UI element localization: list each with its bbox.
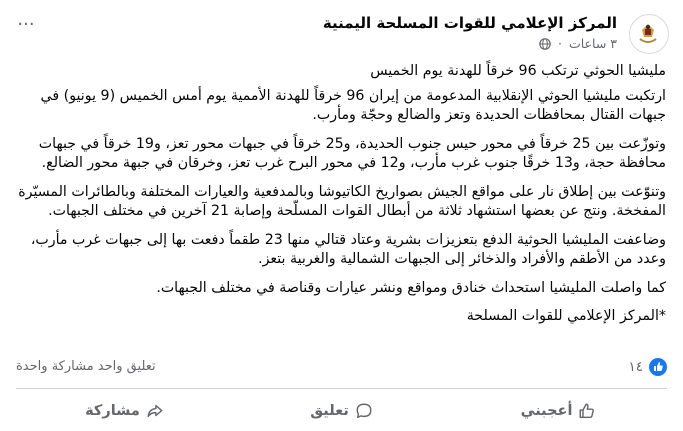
like-button[interactable] [450,394,667,428]
post-paragraph: وتوزّعت بين 25 خرقاً في محور حيس جنوب الحديدة، و25 خرقاً في جبهات محور تعز، و19 خرقاً في جبهات محافظة حجة، و13 خرقًا جنوب غرب مأرب، و12 في محور البرح غرب تعز، وخرقان في جبهة محور الضالع. [38,135,666,171]
like-reaction-icon[interactable] [649,358,667,376]
comment-label: تعليق [310,403,349,419]
thumbs-up-icon [578,402,596,420]
actions-divider [16,388,667,389]
comment-icon [355,402,373,420]
post-signature: *المركز الإعلامي للقوات المسلحة [466,308,666,324]
comment-button[interactable] [233,394,450,428]
more-options-icon[interactable]: ··· [17,14,35,35]
post-header [14,12,669,56]
post-paragraph: كما واصلت المليشيا استحداث خنادق ومواقع ونشر عيارات وقناصة في مختلف الجبهات. [156,279,666,296]
share-label: مشاركة [85,403,140,419]
meta-separator: · [558,36,562,51]
page-avatar[interactable] [629,14,669,54]
reaction-count[interactable]: ١٤ [628,359,643,375]
post-stats [16,356,667,378]
engagement-summary [16,359,156,374]
shares-count[interactable]: مشاركة واحدة [16,359,94,374]
share-button[interactable] [16,394,233,428]
globe-icon[interactable] [539,38,551,50]
post-paragraph: وضاعفت المليشيا الحوثية الدفع بتعزيزات بشرية وعتاد قتالي منها 23 طقماً دفعت بها إلى جبهات غرب مأرب، وعدد من الأطقم والأفراد والذخائر إلى الجبهات الشمالية والغربية بتعز. [30,231,666,267]
emblem-logo-icon [629,15,668,54]
post-text [17,62,666,336]
post-paragraph: وتنوّعت بين إطلاق نار على مواقع الجيش بصواريخ الكاتيوشا وبالمدفعية والعيارات المختلفة وبالطائرات المسيّرة المفخخة. ونتج عن بعضها استشهاد ثلاثة من أبطال القوات المسلّحة وإصابة 21 آخرين في مختلف الجبهات. [18,183,666,219]
like-label: أعجبني [520,403,573,419]
post-headline: مليشيا الحوثي ترتكب 96 خرقاً للهدنة يوم الخميس [370,63,666,79]
post-paragraph: ارتكبت مليشيا الحوثي الإنقلابية المدعومة من إيران 96 خرقاً للهدنة الأممية يوم أمس الخميس (9 يونيو) في جبهات القتال بمحافظات الحديدة وتعز والضالع وحجّة ومأرب. [40,87,666,123]
comments-count[interactable]: تعليق واحد [97,359,156,374]
share-icon [146,402,164,420]
post-actions [16,394,667,428]
post-time[interactable]: ٣ ساعات [568,36,617,51]
post-meta [537,36,617,51]
page-name[interactable]: المركز الإعلامي للقوات المسلحة اليمنية [322,14,617,32]
